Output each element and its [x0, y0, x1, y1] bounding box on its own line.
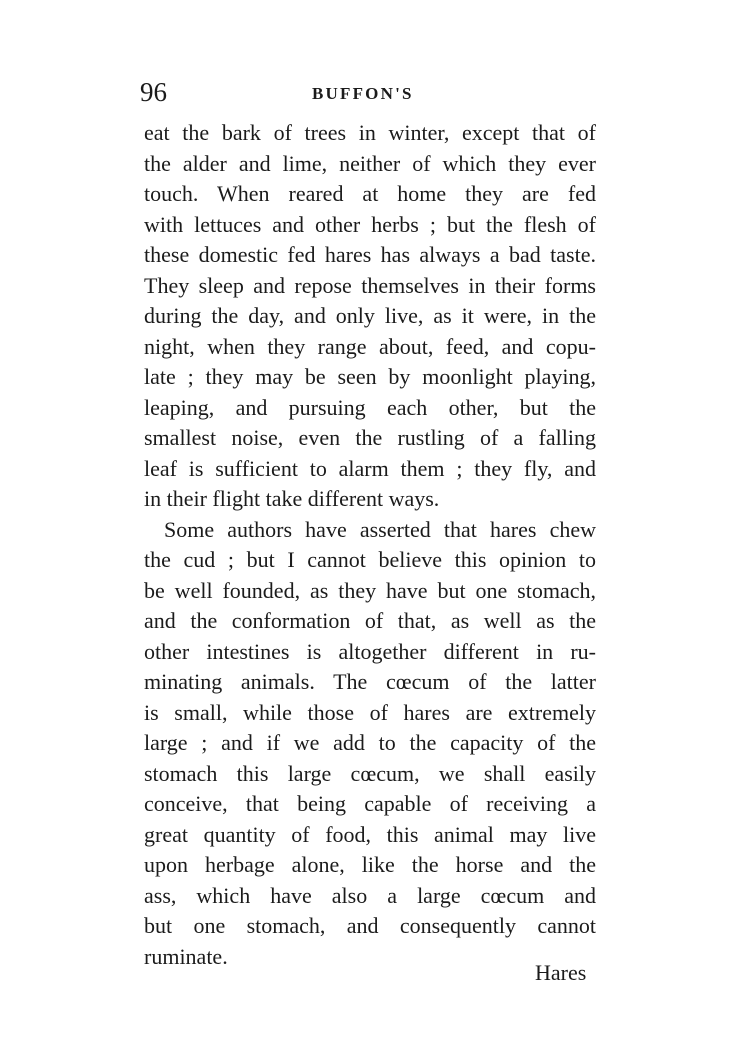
text-line: touch. When reared at home they are fed — [144, 181, 596, 206]
text-line: late ; they may be seen by moonlight playing, — [144, 364, 596, 389]
catchword: Hares — [535, 960, 587, 985]
text-line: with lettuces and other herbs ; but the flesh of — [144, 211, 596, 237]
text-line: the cud ; but I cannot believe this opinion to — [144, 547, 596, 572]
text-line: during the day, and only live, as it were, in the — [144, 303, 596, 328]
text-line: minating animals. The cœcum of the latter — [144, 669, 596, 694]
text-line: these domestic fed hares has always a bad taste. — [144, 242, 596, 267]
text-line: be well founded, as they have but one stomach, — [144, 577, 596, 603]
text-line: eat the bark of trees in winter, except that of — [144, 120, 596, 145]
running-title: BUFFON'S — [312, 84, 414, 103]
text-line: large ; and if we add to the capacity of the — [144, 730, 596, 755]
text-line: and the conformation of that, as well as the — [144, 608, 596, 633]
text-line: night, when they range about, feed, and copu- — [144, 333, 596, 359]
text-line: other intestines is altogether different in ru- — [144, 638, 596, 664]
text-line: but one stomach, and consequently cannot — [144, 913, 596, 938]
paragraph-end-line: ruminate. — [144, 943, 228, 969]
text-line: They sleep and repose themselves in their forms — [144, 272, 596, 298]
text-line: is small, while those of hares are extremely — [144, 699, 596, 725]
text-line: leaping, and pursuing each other, but the — [144, 394, 596, 420]
text-line: upon herbage alone, like the horse and the — [144, 852, 596, 877]
running-head — [140, 76, 600, 108]
text-line: ass, which have also a large cœcum and — [144, 882, 596, 908]
text-line: great quantity of food, this animal may live — [144, 821, 596, 847]
paragraph-end-line: in their flight take different ways. — [144, 486, 440, 511]
body-text — [144, 118, 596, 972]
text-line: stomach this large cœcum, we shall easily — [144, 760, 596, 786]
text-line: leaf is sufficient to alarm them ; they fly, and — [144, 455, 596, 481]
text-line: smallest noise, even the rustling of a falling — [144, 425, 596, 450]
paragraph-start-line: Some authors have asserted that hares chew — [164, 516, 596, 542]
text-line: the alder and lime, neither of which they ever — [144, 150, 596, 176]
text-line: conceive, that being capable of receiving a — [144, 791, 596, 816]
page-number: 96 — [140, 77, 167, 107]
